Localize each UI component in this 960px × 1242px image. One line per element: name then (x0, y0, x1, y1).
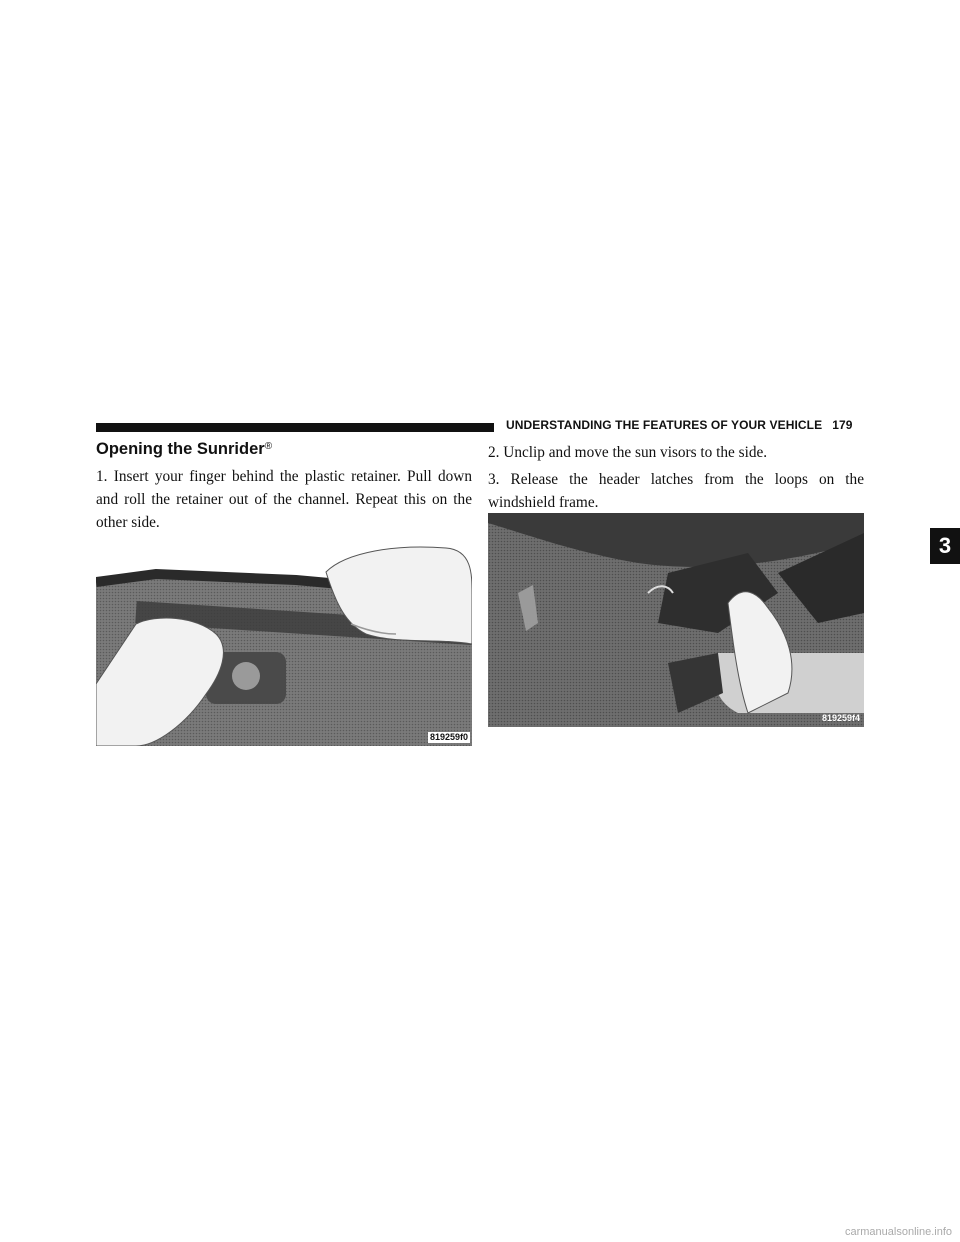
figure-latch-photo (488, 513, 864, 727)
step-1-text: 1. Insert your finger behind the plastic retainer. Pull down and roll the retainer out of the channel. Repeat this on the other side. (96, 468, 472, 531)
watermark: carmanualsonline.info (844, 1226, 952, 1238)
step-3-text: 3. Release the header latches from the loops on the windshield frame. (488, 471, 864, 511)
figure-label: 819259f4 (821, 713, 860, 723)
section-title-text: Opening the Sunrider (96, 440, 265, 458)
figure-retainer-photo (96, 534, 472, 746)
chapter-tab: 3 (930, 528, 960, 564)
step-2-text: 2. Unclip and move the sun visors to the side. (488, 444, 768, 461)
running-header (506, 418, 853, 432)
figure-label: 819259f0 (429, 732, 468, 742)
header-section-title: UNDERSTANDING THE FEATURES OF YOUR VEHICLE (506, 418, 823, 432)
page-number: 179 (832, 418, 853, 432)
header-rule (96, 423, 494, 432)
retainer-photo-illustration (96, 534, 472, 746)
registered-mark: ® (264, 441, 273, 452)
section-title (96, 440, 272, 459)
latch-photo-illustration (488, 513, 864, 727)
